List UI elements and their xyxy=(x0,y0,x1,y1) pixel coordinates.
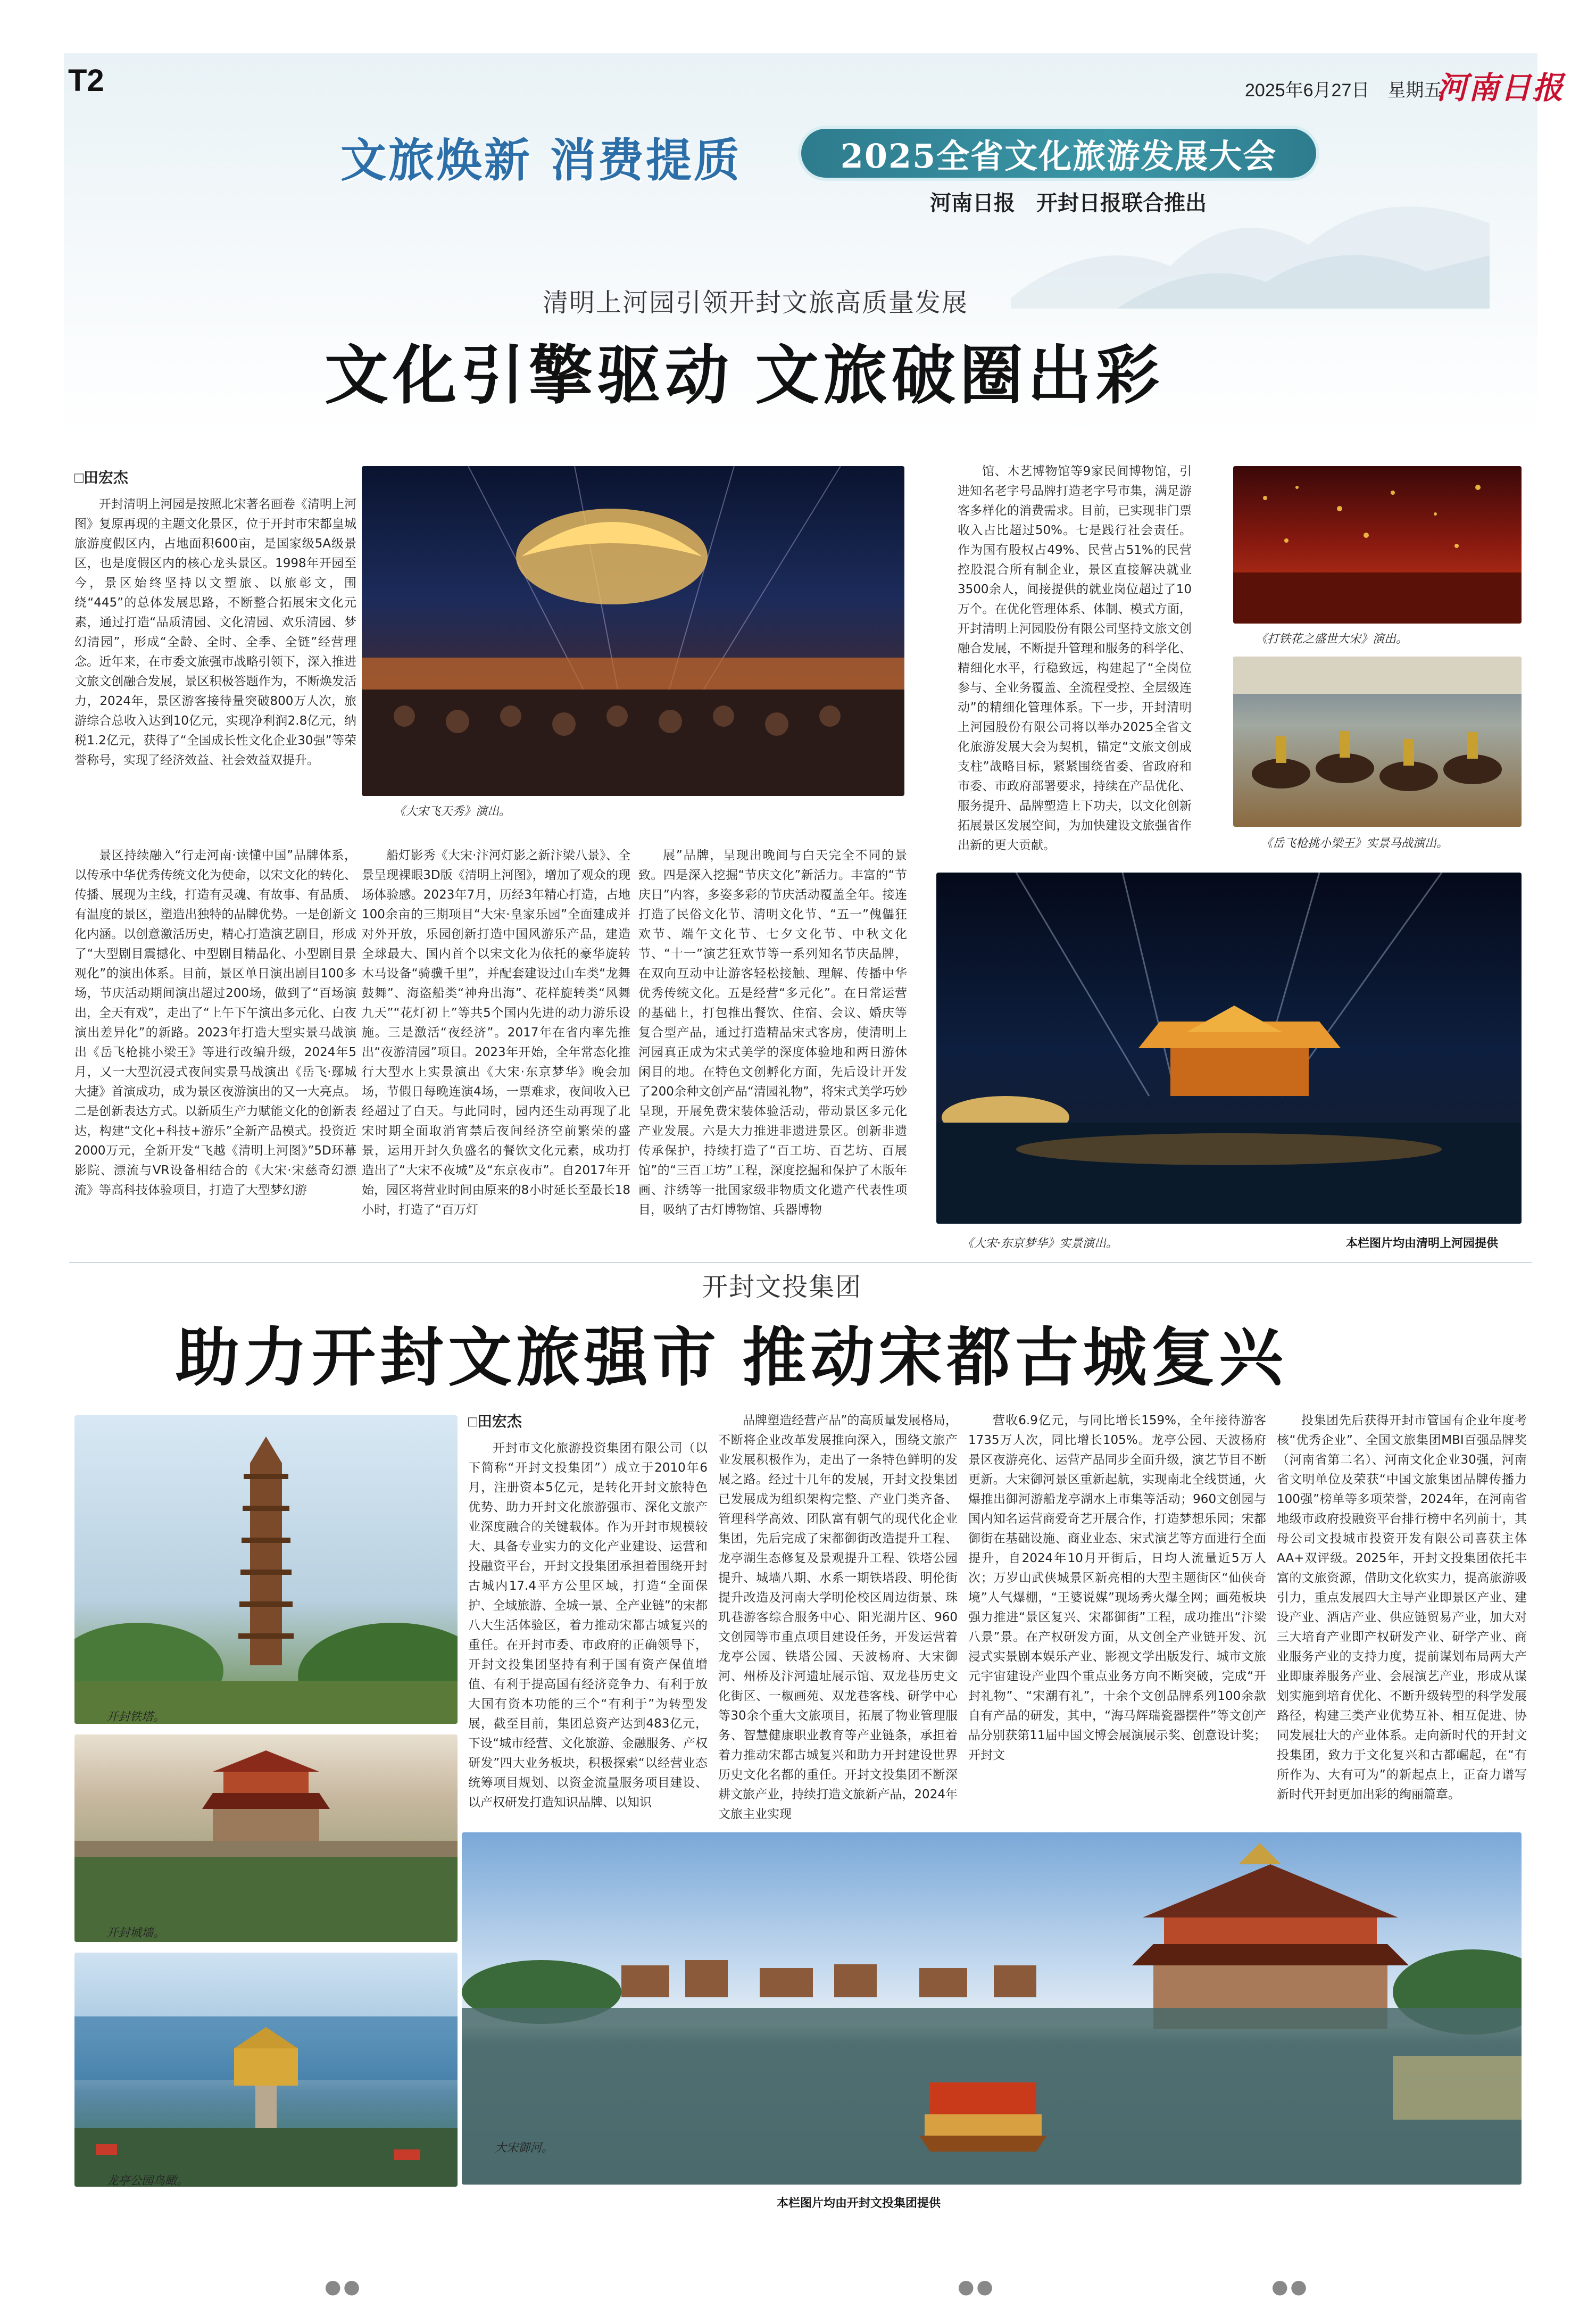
photo-yuefei-battle xyxy=(1233,657,1522,827)
caption-dongjing: 《大宋·东京梦华》实景演出。 xyxy=(962,1237,1118,1250)
footer-dots-1: ●● xyxy=(325,2276,362,2298)
footer-dots-3: ●● xyxy=(1271,2276,1309,2298)
article2-column-2: 品牌塑造经营产品”的高质量发展格局，不断将企业改革发展推向深入，围绕文旅产业发展积极作为，走出了一条特色鲜明的发展之路。经过十几年的发展，开封文投集团已发展成为组织架构完整、产业门类齐备、管理科学高效、团队富有朝气的现代化企业集团，先后完成了宋都御街改造提升工程、龙亭湖生态修复及景观提升工程、铁塔公园提升、城墙八期、水系一期铁塔段、明伦街提升改造及河南大学明伦校区周边街景、珠玑巷游客综合服务中心、阳光湖片区、960文创园等市重点项目建设任务，开发运营着龙亭公园、铁塔公园、天波杨府、大宋御河、州桥及汴河遗址展示馆、双龙巷历史文化街区、一椒画苑、双龙巷客栈、研学中心等30余个重大文旅项目，拓展了物业管理服务、智慧健康职业教育等产业链条，承担着着力推动宋都古城复兴和助力开封建设世界历史文化名都的重任。开封文投集团不断深耕文旅产业，持续打造文旅新产品，2024年文旅主业实现 xyxy=(718,1414,958,1821)
caption-yuhe: 大宋御河。 xyxy=(495,2141,554,2155)
article2-byline: □田宏杰 xyxy=(468,1413,522,1430)
issue-date: 2025年6月27日 星期五 xyxy=(1245,80,1442,101)
photo-city-wall xyxy=(74,1734,458,1942)
footer-dots-2: ●● xyxy=(958,2276,995,2298)
photo-tiehua-show xyxy=(1233,466,1522,624)
section-divider xyxy=(69,1262,1532,1263)
page-number: T2 xyxy=(68,63,104,98)
section-slogan: 文旅焕新 消费提质 xyxy=(340,134,742,187)
caption-yuefei: 《岳飞枪挑小梁王》实景马战演出。 xyxy=(1261,837,1449,850)
article1-column-1: 开封清明上河园是按照北宋著名画卷《清明上河图》复原再现的主题文化景区，位于开封市宋都皇城旅游度假区内，占地面积600亩，是国家级5A级景区，也是度假区内的核心龙头景区。1998年开园至今，景区始终坚持以文塑旅、以旅彰文，围绕“445”的总体发展思路，不断整合拓展宋文化元素，通过打造“品质清园、文化清园、欢乐清园、梦幻清园”，形成“全龄、全时、全季、全链”经营理念。近年来，在市委文旅强市战略引领下，深入推进文旅文创融合发展，景区积极答题作为，不断焕发活力，2024年，景区游客接待量突破800万人次，旅游综合总收入达到10亿元，实现净利润2.8亿元，纳税1.2亿元，获得了“全国成长性文化企业30强”等荣誉称号，实现了经济效益、社会效益双提升。 xyxy=(74,497,356,767)
article2-column-1: 开封市文化旅游投资集团有限公司（以下简称“开封文投集团”）成立于2010年6月，注册资本5亿元，是转化开封文旅特色优势、助力开封文化旅游强市、深化文旅产业深度融合的关键载体。作为开封市规模较大、具备专业实力的文化产业建设、运营和投融资平台，开封文投集团承担着围绕开封古城内17.4平方公里区域，打造“全面保护、全域旅游、全城一景、全产业链”的宋都八大生活体验区，着力推动宋都古城复兴的重任。在开封市委、市政府的正确领导下，开封文投集团坚持有利于国有资产保值增值、有利于提高国有经济竞争力、有利于放大国有资本功能的三个“有利于”为转型发展，截至目前，集团总资产达到483亿元，下设“城市经营、文化旅游、金融服务、产权研发”四大业务板块，积极探索“以经营业态统筹项目规划、以资金流量服务项目建设、以产权研发打造知识品牌、以知识 xyxy=(468,1441,708,1809)
article1-headline: 文化引擎驱动 文旅破圈出彩 xyxy=(325,340,1164,411)
article1-column-3: 船灯影秀《大宋·汴河灯影之新汴梁八景》、全景呈现裸眼3D版《清明上河图》，增加了观众的现场体验感。2023年7月，历经3年精心打造，占地100余亩的三期项目“大宋·皇家乐园”全面建成并对外开放，乐园创新打造中国风游乐产品，建造全球最大、国内首个以宋文化为依托的豪华旋转木马设备“骑骥千里”，并配套建设过山车类“龙舞鼓舞”、海盗船类“神舟出海”、花样旋转类“风舞九天”“花灯初上”等共5个国内先进的动力游乐设施。三是激活“夜经济”。2017年在省内率先推出“夜游清园”项目。2023年开始，全年常态化推行大型水上实景演出《大宋·东京梦华》晚会加场，节假日每晚连演4场，一票难求，夜间收入已经超过了白天。与此同时，园内还生动再现了北宋时期全面取消宵禁后夜间经济空前繁荣的盛景，运用开封久负盛名的餐饮文化元素，成功打造出了“大宋不夜城”及“东京夜市”。自2017年开始，园区将营业时间由原来的8小时延长至最长18小时，打造了“百万灯 xyxy=(362,849,630,1217)
photo-credit-qingming: 本栏图片均由清明上河园提供 xyxy=(1346,1236,1499,1250)
newspaper-logo: 河南日报 xyxy=(1436,70,1565,106)
photo-credit-wentou: 本栏图片均由开封文投集团提供 xyxy=(777,2196,941,2210)
photo-dasong-yuhe xyxy=(462,1832,1522,2185)
caption-feitian: 《大宋飞天秀》演出。 xyxy=(394,805,511,818)
article1-column-2: 景区持续融入“行走河南·读懂中国”品牌体系，以传承中华优秀传统文化为使命，以宋文化的转化、传播、展现为主线，打造有灵魂、有故事、有品质、有温度的景区，塑造出独特的品牌优势。一是创新文化内涵。以创意激活历史，精心打造演艺剧目，形成了“大型剧目震撼化、中型剧目精品化、小型剧目景观化”的演出体系。目前，景区单日演出剧目100多场，节庆活动期间演出超过200场，做到了“百场演出，全天有戏”，走出了“上午下午演出多元化、白夜演出差异化”的新路。2023年打造大型实景马战演出《岳飞枪挑小梁王》等进行改编升级，2024年5月，又一大型沉浸式夜间实景马战演出《岳飞·鄢城大捷》首演成功，成为景区夜游演出的又一大亮点。二是创新表达方式。以新质生产力赋能文化的创新表达，构建“文化+科技+游乐”全新产品模式。投资近2000万元，全新开发“飞越《清明上河图》”5D环幕影院、漂流与VR设备相结合的《大宋·宋慈奇幻漂流》等高科技体验项目，打造了大型梦幻游 xyxy=(74,849,356,1197)
photo-iron-pagoda xyxy=(74,1415,458,1724)
article1-byline: □田宏杰 xyxy=(74,469,128,486)
event-banner: 2025全省文化旅游发展大会 xyxy=(798,126,1319,181)
article2-headline: 助力开封文旅强市 推动宋都古城复兴 xyxy=(176,1322,1287,1393)
article1-column-4: 展”品牌，呈现出晚间与白天完全不同的景致。四是深入挖掘“节庆文化”新活力。丰富的“节庆日”内容，多姿多彩的节庆活动覆盖全年。接连打造了民俗文化节、清明文化节、“五一”傀儡狂欢节、端午文化节、七夕文化节、中秋文化节、“十一”演艺狂欢节等一系列知名节庆品牌，在双向互动中让游客轻松接触、理解、传播中华优秀传统文化。五是经营“多元化”。在日常运营的基础上，打包推出餐饮、住宿、会议、婚庆等复合型产品，通过打造精品宋式客房，使清明上河园真正成为宋式美学的深度体验地和两日游休闲目的地。在特色文创孵化方面，先后设计开发了200余种文创产品“清园礼物”，将宋式美学巧妙呈现，开展免费宋装体验活动，带动景区多元化产业发展。六是大力推进非遗进景区。创新非遗传承保护，持续打造了“百工坊、百艺坊、百展馆”的“三百工坊”工程，深度挖掘和保护了木版年画、汴绣等一批国家级非物质文化遗产代表性项目，吸纳了古灯博物馆、兵器博物 xyxy=(638,849,907,1217)
article2-kicker: 开封文投集团 xyxy=(702,1273,862,1301)
article2-column-4: 投集团先后获得开封市管国有企业年度考核“优秀企业”、全国文旅集团MBI百强品牌奖（河南省第二名）、河南文化企业30强，河南省文明单位及荣获“中国文旅集团品牌传播力100强”榜单等多项荣誉，2024年，在河南省地级市政府投融资平台排行榜中名列前十，其母公司文投城市投资开发有限公司喜获主体AA+双评级。2025年，开封文投集团依托丰富的文旅资源，借助文化软实力，提高旅游吸引力，重点发展四大主导产业即景区产业、建设产业、酒店产业、供应链贸易产业，加大对三大培育产业即产权研发产业、研学产业、商业服务产业的支持力度，提前谋划布局两大产业即康养服务产业、会展演艺产业，形成从谋划实施到培育优化、不断升级转型的科学发展路径，构建三类产业优势互补、相互促进、协同发展壮大的产业体系。走向新时代的开封文投集团，致力于文化复兴和古都崛起，在“有所作为、大有可为”的新起点上，正奋力谱写新时代开封更加出彩的绚丽篇章。 xyxy=(1277,1414,1527,1801)
caption-longting: 龙亭公园鸟瞰。 xyxy=(106,2174,189,2188)
article2-column-3: 营收6.9亿元，与同比增长159%，全年接待游客1735万人次，同比增长105%。龙亭公园、天波杨府景区夜游亮化、运营产品同步全面升级，演艺节目不断更新。大宋御河景区重新起航，实现南北全线贯通，火爆推出御河游船龙亭湖水上市集等活动；960文创园与国内知名运营商爱奇艺开展合作，打造梦想乐园；宋都御街在基础设施、商业业态、宋式演艺等方面进行全面提升，自2024年10月开街后，日均人流量近5万人次；万岁山武侠城景区新亮相的大型主题街区“仙侠奇境”人气爆棚，“王婆说媒”现场秀火爆全网；画苑板块强力推进“景区复兴、宋都御街”工程，成功推出“汴梁八景”景。在产权研发方面，从文创全产业链开发、沉浸式实景剧本娱乐产业、影视文学出版发行、城市文旅元宇宙建设产业四个重点业务方向不断突破，完成“开封礼物”、“宋潮有礼”，十余个文创品牌系列100余款自有产品的研发，其中，“海马辉瑞瓷器摆件”等文创产品分别获第11届中国文博会展演展示奖、创意设计奖；开封文 xyxy=(968,1414,1266,1762)
article1-column-5: 馆、木艺博物馆等9家民间博物馆，引进知名老字号品牌打造老字号市集，满足游客多样化的消费需求。目前，已实现非门票收入占比超过50%。七是践行社会责任。作为国有股权占49%、民营占51%的民营控股混合所有制企业，景区直接解决就业3500余人，间接提供的就业岗位超过了10万个。在优化管理体系、体制、模式方面，开封清明上河园股份有限公司坚持文旅文创融合发展，不断提升管理和服务的科学化、精细化水平，行稳致远，构建起了“全岗位参与、全业务覆盖、全流程受控、全层级连动”的精细化管理体系。下一步，开封清明上河园股份有限公司将以举办2025全省文化旅游发展大会为契机，锚定“文旅文创成支柱”战略目标，紧紧围绕省委、省政府和市委、市政府部署要求，持续在产品优化、服务提升、品牌塑造上下功夫，以文化创新拓展景区发展空间，为加快建设文旅强省作出新的更大贡献。 xyxy=(958,464,1192,852)
joint-publisher-line: 河南日报 开封日报联合推出 xyxy=(930,192,1207,215)
photo-feitian-show xyxy=(362,466,904,796)
photo-dongjing-menghua xyxy=(936,873,1522,1224)
caption-tiehua: 《打铁花之盛世大宋》演出。 xyxy=(1256,633,1408,646)
article1-kicker: 清明上河园引领开封文旅高质量发展 xyxy=(543,289,969,317)
photo-longting-aerial xyxy=(74,1953,458,2187)
caption-city-wall: 开封城墙。 xyxy=(106,1927,165,1940)
caption-iron-pagoda: 开封铁塔。 xyxy=(106,1711,165,1724)
